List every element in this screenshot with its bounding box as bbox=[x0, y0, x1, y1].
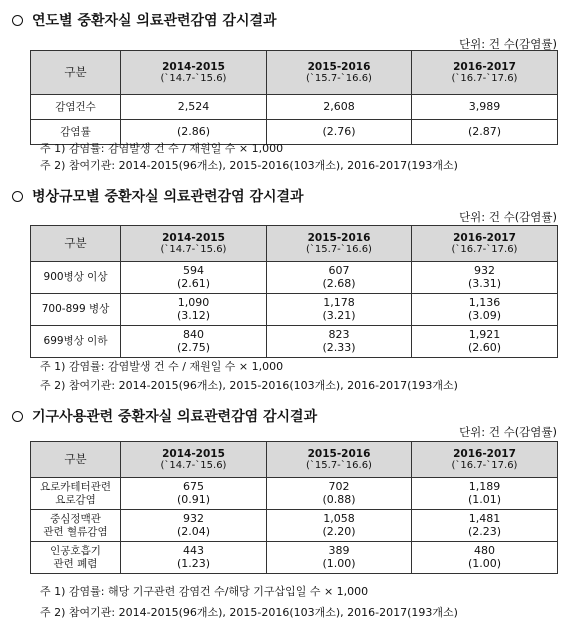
rate-value: (0.88) bbox=[322, 492, 356, 506]
header-year-label: 2016-2017 bbox=[453, 60, 516, 73]
count-value: 932 bbox=[474, 263, 495, 277]
count-value: 1,136 bbox=[468, 295, 501, 309]
table-cell bbox=[412, 294, 558, 326]
table-cell: 2,608 bbox=[267, 95, 412, 120]
table-row bbox=[31, 510, 558, 542]
header-year-label: 2014-2015 bbox=[162, 60, 225, 73]
table-cell bbox=[267, 294, 412, 326]
section2-title bbox=[12, 186, 304, 206]
circle-bullet-icon bbox=[12, 191, 23, 202]
count-value: 702 bbox=[328, 479, 350, 493]
count-value: 1,481 bbox=[468, 511, 501, 525]
table-header-row bbox=[31, 51, 558, 95]
section3-table bbox=[30, 441, 558, 574]
rate-value: (2.61) bbox=[176, 276, 211, 290]
count-value: 1,921 bbox=[468, 327, 501, 341]
table-row bbox=[31, 262, 558, 294]
row-label: 700-899 병상 bbox=[31, 294, 121, 326]
circle-bullet-icon bbox=[12, 15, 23, 26]
rate-value: (3.12) bbox=[176, 308, 211, 322]
rate-value: (2.33) bbox=[322, 340, 356, 354]
rate-value: (0.91) bbox=[176, 492, 211, 506]
table-cell bbox=[412, 510, 558, 542]
rate-value: (1.00) bbox=[467, 556, 502, 570]
section3-note2: 주 2) 참여기관: 2014-2015(96개소), 2015-2016(103개소), 2016-2017(193개소) bbox=[40, 606, 458, 619]
count-value: 594 bbox=[183, 263, 204, 277]
table-cell: (2.76) bbox=[267, 120, 412, 145]
row-label: 감염률 bbox=[31, 120, 121, 145]
header-category: 구분 bbox=[31, 51, 121, 95]
rate-value: (3.09) bbox=[467, 308, 502, 322]
row-label-line2: 관련 폐렴 bbox=[53, 557, 98, 570]
table-row bbox=[31, 95, 558, 120]
header-year-label: 2014-2015 bbox=[162, 231, 225, 244]
section2-unit: 단위: 건 수(감염률) bbox=[459, 210, 557, 224]
count-value: 840 bbox=[183, 327, 204, 341]
table-cell bbox=[412, 542, 558, 574]
section2-table bbox=[30, 225, 558, 358]
table-cell bbox=[412, 478, 558, 510]
count-value: 480 bbox=[474, 543, 495, 557]
table-cell: (2.87) bbox=[412, 120, 558, 145]
table-header-row bbox=[31, 226, 558, 262]
header-year bbox=[412, 51, 558, 95]
header-year bbox=[121, 226, 267, 262]
header-year-label: 2014-2015 bbox=[162, 447, 225, 460]
table-cell bbox=[267, 262, 412, 294]
row-label-line2: 요로감염 bbox=[55, 493, 96, 506]
rate-value: (2.23) bbox=[467, 524, 502, 538]
count-value: 443 bbox=[183, 543, 204, 557]
count-value: 607 bbox=[328, 263, 350, 277]
header-category: 구분 bbox=[31, 442, 121, 478]
table-cell bbox=[121, 542, 267, 574]
rate-value: (2.60) bbox=[467, 340, 502, 354]
table-cell bbox=[267, 326, 412, 358]
section1-unit: 단위: 건 수(감염률) bbox=[459, 37, 557, 51]
header-period: (`14.7-`15.6) bbox=[160, 243, 227, 255]
row-label bbox=[31, 542, 121, 574]
rate-value: (1.00) bbox=[322, 556, 356, 570]
table-cell bbox=[267, 542, 412, 574]
header-period: (`16.7-`17.6) bbox=[451, 72, 518, 84]
count-value: 1,090 bbox=[177, 295, 210, 309]
header-year-label: 2016-2017 bbox=[453, 447, 516, 460]
header-period: (`15.7-`16.6) bbox=[306, 243, 372, 255]
rate-value: (3.21) bbox=[322, 308, 356, 322]
rate-value: (3.31) bbox=[467, 276, 502, 290]
count-value: 932 bbox=[183, 511, 204, 525]
header-year bbox=[121, 51, 267, 95]
row-label-line2: 관련 혈류감염 bbox=[43, 525, 108, 538]
header-category: 구분 bbox=[31, 226, 121, 262]
count-value: 389 bbox=[328, 543, 350, 557]
header-year bbox=[267, 226, 412, 262]
rate-value: (2.75) bbox=[176, 340, 211, 354]
row-label: 699병상 이하 bbox=[31, 326, 121, 358]
section1-title-text: 연도별 중환자실 의료관련감염 감시결과 bbox=[32, 13, 277, 29]
table-cell: 2,524 bbox=[121, 95, 267, 120]
section1-table bbox=[30, 50, 558, 145]
header-year-label: 2015-2016 bbox=[307, 447, 371, 460]
header-year bbox=[412, 442, 558, 478]
section3-note1: 주 1) 감염률: 해당 기구관련 감염건 수/해당 기구삽입일 수 × 1,000 bbox=[40, 585, 369, 598]
table-cell bbox=[412, 262, 558, 294]
rate-value: (1.01) bbox=[467, 492, 502, 506]
header-period: (`15.7-`16.6) bbox=[306, 72, 372, 84]
rate-value: (2.04) bbox=[176, 524, 211, 538]
section3-title-text: 기구사용관련 중환자실 의료관련감염 감시결과 bbox=[32, 409, 318, 425]
table-row bbox=[31, 542, 558, 574]
count-value: 1,058 bbox=[323, 511, 355, 525]
section1-title bbox=[12, 10, 277, 30]
rate-value: (1.23) bbox=[176, 556, 211, 570]
table-cell: (2.86) bbox=[121, 120, 267, 145]
table-cell bbox=[121, 478, 267, 510]
table-cell bbox=[412, 326, 558, 358]
header-year bbox=[121, 442, 267, 478]
row-label-line1: 요로카테터관련 bbox=[39, 481, 111, 494]
table-cell bbox=[121, 326, 267, 358]
table-cell bbox=[121, 510, 267, 542]
row-label-line1: 중심정맥관 bbox=[50, 513, 101, 526]
row-label bbox=[31, 510, 121, 542]
section1-note2: 주 2) 참여기관: 2014-2015(96개소), 2015-2016(103개소), 2016-2017(193개소) bbox=[40, 159, 458, 172]
header-year bbox=[267, 51, 412, 95]
section2-title-text: 병상규모별 중환자실 의료관련감염 감시결과 bbox=[32, 189, 304, 205]
count-value: 675 bbox=[183, 479, 204, 493]
table-header-row bbox=[31, 442, 558, 478]
header-year bbox=[267, 442, 412, 478]
section2-note2: 주 2) 참여기관: 2014-2015(96개소), 2015-2016(103개소), 2016-2017(193개소) bbox=[40, 379, 458, 392]
row-label: 감염건수 bbox=[31, 95, 121, 120]
rate-value: (2.20) bbox=[322, 524, 356, 538]
count-value: 823 bbox=[328, 327, 350, 341]
header-period: (`15.7-`16.6) bbox=[306, 459, 372, 471]
rate-value: (2.68) bbox=[322, 276, 356, 290]
row-label-line1: 인공호흡기 bbox=[50, 545, 101, 558]
section2-note1: 주 1) 감염률: 감염발생 건 수 / 재원일 수 × 1,000 bbox=[40, 360, 284, 373]
table-cell bbox=[267, 478, 412, 510]
header-year-label: 2015-2016 bbox=[307, 231, 371, 244]
table-row bbox=[31, 326, 558, 358]
header-period: (`14.7-`15.6) bbox=[160, 459, 227, 471]
count-value: 1,178 bbox=[323, 295, 355, 309]
header-period: (`16.7-`17.6) bbox=[451, 459, 518, 471]
table-row bbox=[31, 294, 558, 326]
section1-note1: 주 1) 감염률: 감염발생 건 수 / 재원일 수 × 1,000 bbox=[40, 142, 284, 155]
header-period: (`16.7-`17.6) bbox=[451, 243, 518, 255]
section3-unit: 단위: 건 수(감염률) bbox=[459, 425, 557, 439]
header-year-label: 2015-2016 bbox=[307, 60, 371, 73]
header-year bbox=[412, 226, 558, 262]
table-row bbox=[31, 478, 558, 510]
header-period: (`14.7-`15.6) bbox=[160, 72, 227, 84]
table-cell bbox=[267, 510, 412, 542]
table-cell bbox=[121, 262, 267, 294]
row-label: 900병상 이상 bbox=[31, 262, 121, 294]
row-label bbox=[31, 478, 121, 510]
count-value: 1,189 bbox=[468, 479, 501, 493]
section3-title bbox=[12, 406, 317, 426]
table-cell bbox=[121, 294, 267, 326]
table-cell: 3,989 bbox=[412, 95, 558, 120]
circle-bullet-icon bbox=[12, 411, 23, 422]
header-year-label: 2016-2017 bbox=[453, 231, 516, 244]
